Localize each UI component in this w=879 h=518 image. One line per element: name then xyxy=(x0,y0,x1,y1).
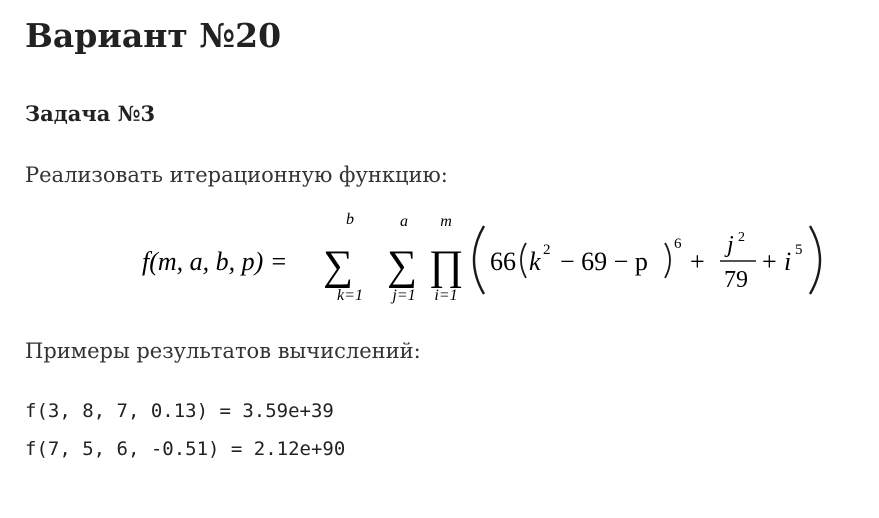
inner-left-paren xyxy=(521,243,526,278)
big-right-paren xyxy=(810,226,820,294)
formula-svg xyxy=(142,211,832,306)
plus-1: + xyxy=(690,247,705,276)
sum2-sign: ∑ xyxy=(387,243,417,289)
sum2-upper: a xyxy=(400,213,408,230)
coef: 66 xyxy=(490,247,516,276)
sum2-lower: j=1 xyxy=(392,287,416,304)
examples-label: Примеры результатов вычислений: xyxy=(25,339,421,363)
i-base: i xyxy=(784,247,792,276)
big-left-paren xyxy=(474,226,484,294)
task-heading: Задача №3 xyxy=(25,101,156,126)
sum1-lower: k=1 xyxy=(337,287,363,304)
formula-lhs: f(m, a, b, p) = xyxy=(142,247,288,276)
example-line: f(7, 5, 6, -0.51) = 2.12e+90 xyxy=(25,438,346,460)
sum1-sign: ∑ xyxy=(323,243,353,289)
plus-2: + xyxy=(762,247,777,276)
formula xyxy=(142,211,822,306)
sum1-upper: b xyxy=(346,211,354,228)
inner-rest: − 69 − p xyxy=(560,247,648,276)
frac-den: 79 xyxy=(724,267,748,293)
prod-lower: i=1 xyxy=(434,287,458,304)
page-title: Вариант №20 xyxy=(25,16,282,55)
inner-right-paren xyxy=(665,243,670,278)
frac-num-exp: 2 xyxy=(738,230,745,245)
prod-upper: m xyxy=(440,213,452,230)
prod-sign: ∏ xyxy=(428,243,464,289)
frac-num: j xyxy=(727,232,734,258)
task-intro: Реализовать итерационную функцию: xyxy=(25,163,448,187)
example-line: f(3, 8, 7, 0.13) = 3.59e+39 xyxy=(25,400,334,422)
i-exp: 5 xyxy=(795,242,803,258)
k-exp: 2 xyxy=(543,242,551,258)
outer-exp: 6 xyxy=(674,236,682,252)
k-base: k xyxy=(529,247,541,276)
